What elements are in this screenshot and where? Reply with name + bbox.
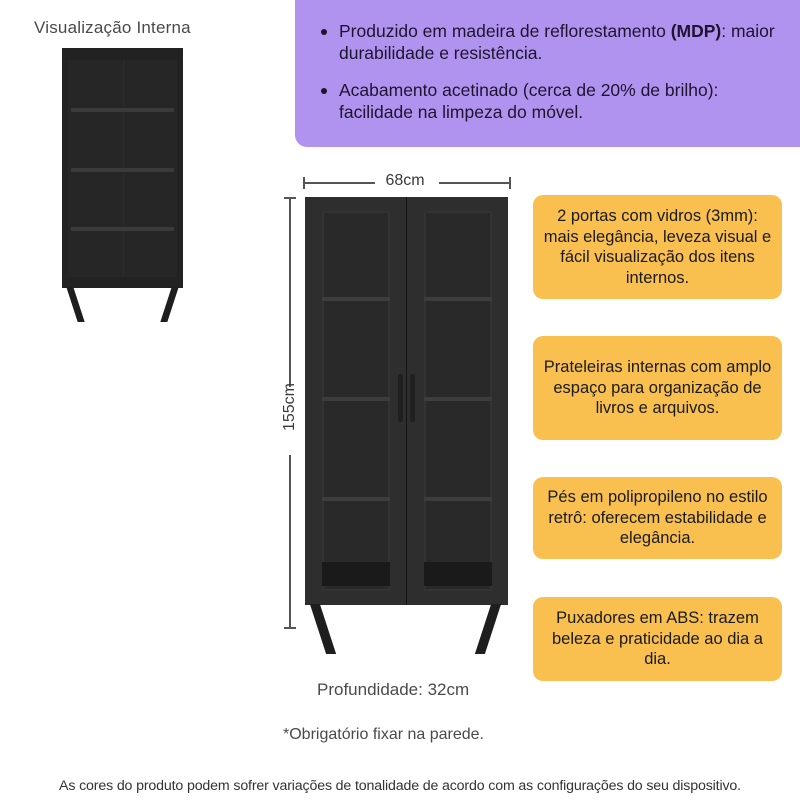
feature-box-handles: Puxadores em ABS: trazem beleza e praticidade ao dia a dia. (533, 597, 782, 681)
height-label: 155cm (281, 382, 298, 432)
internal-view-title: Visualização Interna (34, 18, 191, 37)
wall-fix-note: *Obrigatório fixar na parede. (283, 726, 484, 743)
cabinet-leg (475, 604, 501, 654)
feature-box-doors: 2 portas com vidros (3mm): mais elegância, leveza visual e fácil visualização dos itens internos. (533, 195, 782, 299)
cabinet-leg (310, 604, 336, 654)
bookcase-leg (160, 287, 178, 322)
color-disclaimer: As cores do produto podem sofrer variações de tonalidade de acordo com as configurações do seu dispositivo. (59, 778, 741, 794)
feature-box-shelves: Prateleiras internas com amplo espaço para organização de livros e arquivos. (533, 336, 782, 440)
highlight-item: Acabamento acetinado (cerca de 20% de brilho): facilidade na limpeza do móvel. (317, 79, 780, 123)
cabinet-image (305, 197, 508, 605)
door-handle (410, 374, 415, 422)
highlights-panel (295, 0, 800, 147)
highlight-item: Produzido em madeira de reflorestamento (MDP): maior durabilidade e resistência. (317, 20, 780, 64)
bookcase-leg (66, 287, 84, 322)
right-glass-door (407, 197, 508, 605)
depth-label: Profundidade: 32cm (317, 680, 470, 699)
feature-box-feet: Pés em polipropileno no estilo retrô: oferecem estabilidade e elegância. (533, 477, 782, 559)
left-glass-door (305, 197, 406, 605)
width-label: 68cm (385, 172, 425, 189)
internal-view-bookcase-image (62, 48, 183, 288)
door-handle (398, 374, 403, 422)
